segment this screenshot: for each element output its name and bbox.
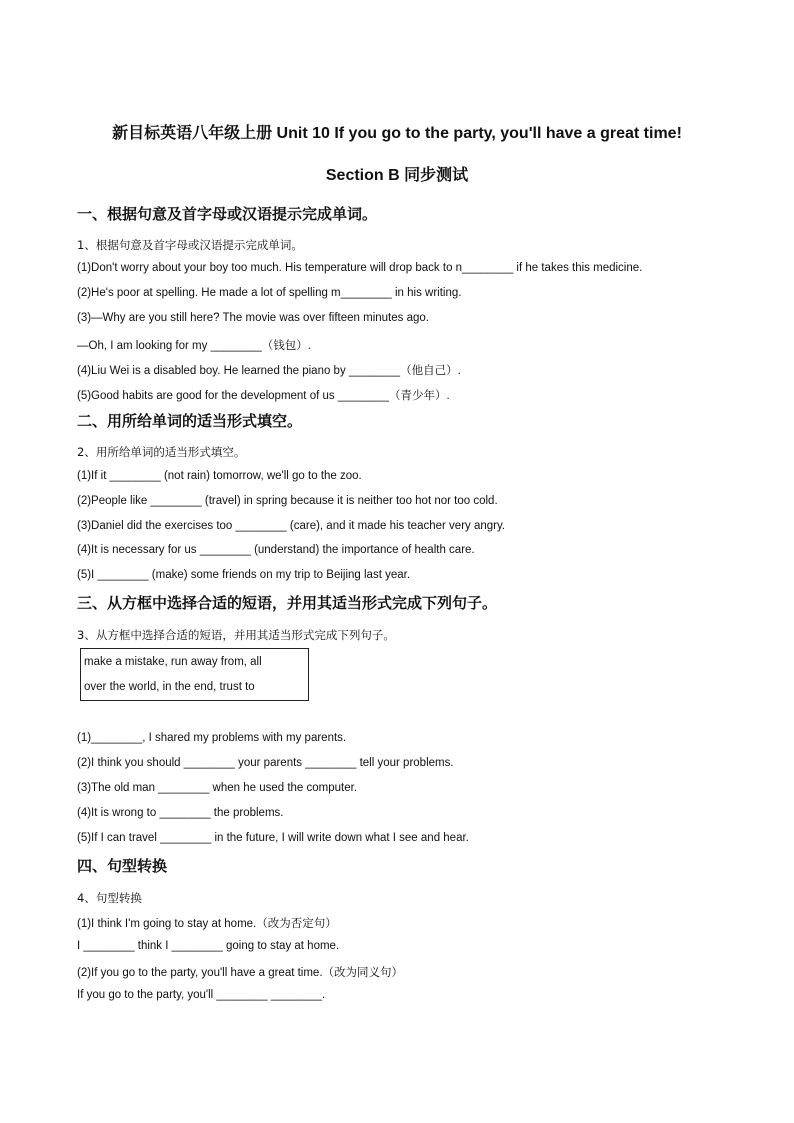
section-heading-1: 一、根据句意及首字母或汉语提示完成单词。 xyxy=(77,205,378,223)
question-line: (3)—Why are you still here? The movie was over fifteen minutes ago. xyxy=(77,312,429,324)
question-line: (2)People like ________ (travel) in spring because it is neither too hot nor too cold. xyxy=(77,495,498,507)
question-line: (1)I think I'm going to stay at home.（改为否定句） xyxy=(77,918,337,930)
section-instruction-2: 2、用所给单词的适当形式填空。 xyxy=(77,445,246,459)
section-instruction-4: 4、句型转换 xyxy=(77,891,142,905)
section-heading-3: 三、从方框中选择合适的短语，并用其适当形式完成下列句子。 xyxy=(77,594,498,612)
document-title: 新目标英语八年级上册 Unit 10 If you go to the party, you'll have a great time! xyxy=(112,125,682,142)
question-line: (2)If you go to the party, you'll have a great time.（改为同义句） xyxy=(77,967,404,979)
question-line: —Oh, I am looking for my ________（钱包）. xyxy=(77,340,311,352)
question-line: (1)________, I shared my problems with my parents. xyxy=(77,732,347,744)
question-line: If you go to the party, you'll ________ ________. xyxy=(77,989,326,1001)
question-line: (2)He's poor at spelling. He made a lot of spelling m________ in his writing. xyxy=(77,287,462,299)
question-line: (3)Daniel did the exercises too ________ (care), and it made his teacher very angry. xyxy=(77,520,506,532)
section-heading-2: 二、用所给单词的适当形式填空。 xyxy=(77,412,303,430)
question-line: (1)Don't worry about your boy too much. His temperature will drop back to n________ if he takes this medicine. xyxy=(77,262,643,274)
question-line: (5)Good habits are good for the development of us ________（青少年）. xyxy=(77,390,450,402)
phrase-box-line: over the world, in the end, trust to xyxy=(84,681,255,693)
question-line: (5)I ________ (make) some friends on my trip to Beijing last year. xyxy=(77,569,411,581)
question-line: (4)It is wrong to ________ the problems. xyxy=(77,807,284,819)
question-line: I ________ think I ________ going to stay at home. xyxy=(77,940,340,952)
section-heading-4: 四、句型转换 xyxy=(77,857,168,875)
document-subtitle: Section B 同步测试 xyxy=(325,167,469,184)
question-line: (2)I think you should ________ your parents ________ tell your problems. xyxy=(77,757,454,769)
section-instruction-3: 3、从方框中选择合适的短语，并用其适当形式完成下列句子。 xyxy=(77,628,395,642)
question-line: (5)If I can travel ________ in the future, I will write down what I see and hear. xyxy=(77,832,469,844)
phrase-box-line: make a mistake, run away from, all xyxy=(84,656,262,668)
phrase-box xyxy=(80,648,309,701)
question-line: (1)If it ________ (not rain) tomorrow, we'll go to the zoo. xyxy=(77,470,362,482)
question-line: (4)It is necessary for us ________ (understand) the importance of health care. xyxy=(77,544,475,556)
section-instruction-1: 1、根据句意及首字母或汉语提示完成单词。 xyxy=(77,238,303,252)
question-line: (3)The old man ________ when he used the computer. xyxy=(77,782,358,794)
question-line: (4)Liu Wei is a disabled boy. He learned the piano by ________（他自己）. xyxy=(77,365,461,377)
